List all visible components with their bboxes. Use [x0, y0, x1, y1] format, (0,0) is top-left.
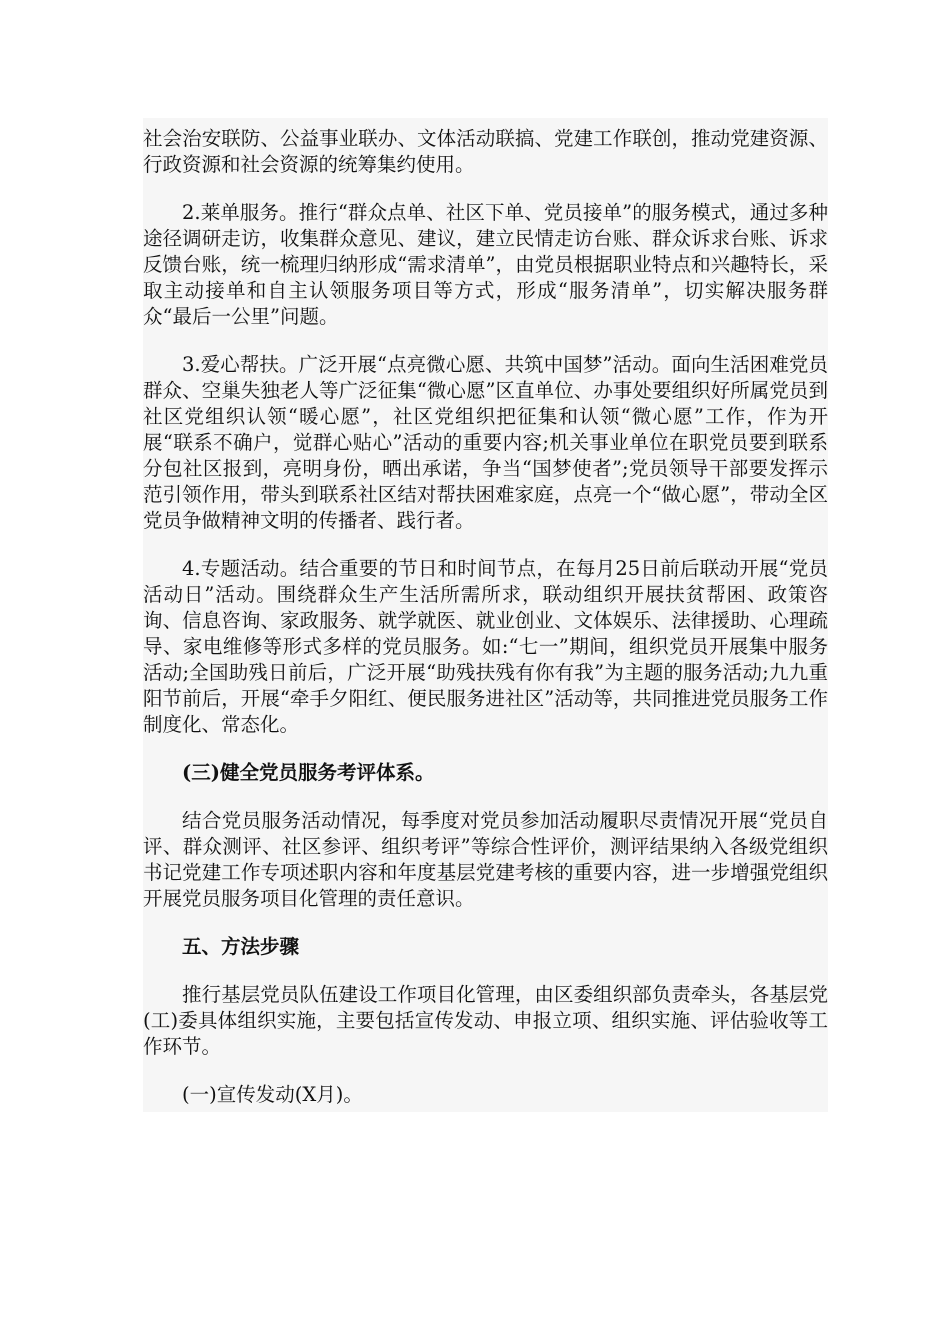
- section-heading-evaluation-system: (三)健全党员服务考评体系。: [182, 761, 435, 784]
- paragraph-caring-assistance: 3.爱心帮扶。广泛开展“点亮微心愿、共筑中国梦”活动。面向生活困难党员群众、空巢失独老人等广泛征集“微心愿”区直单位、办事处要组织好所属党员到社区党组织认领“暖心愿”，社区党组织把征集和认领“微心愿”工作，作为开展“联系不确户，觉群心贴心”活动的重要内容;机关事业单位在职党员要到联系分包社区报到，亮明身份，晒出承诺，争当“国梦使者”;党员领导干部要发挥示范引领作用，带头到联系社区结对帮扶困难家庭，点亮一个“做心愿”，带动全区党员争做精神文明的传播者、践行者。: [143, 353, 828, 532]
- section-heading-methods-steps: 五、方法步骤: [182, 935, 300, 958]
- paragraph-resource-integration: 社会治安联防、公益事业联办、文体活动联搞、党建工作联创，推动党建资源、行政资源和社会资源的统筹集约使用。: [143, 127, 828, 176]
- paragraph-menu-service: 2.莱单服务。推行“群众点单、社区下单、党员接单”的服务模式，通过多种途径调研走访，收集群众意见、建议，建立民情走访台账、群众诉求台账、诉求反馈台账，统一梳理归纳形成“需求清单”，由党员根据职业特点和兴趣特长，采取主动接单和自主认领服务项目等方式，形成“服务清单”，切实解决服务群众“最后一公里”问题。: [143, 201, 828, 328]
- paragraph-themed-activities: 4.专题活动。结合重要的节日和时间节点，在每月25日前后联动开展“党员活动日”活动。围绕群众生产生活所需所求，联动组织开展扶贫帮困、政策咨询、信息咨询、家政服务、就学就医、就业创业、文体娱乐、法律援助、心理疏导、家电维修等形式多样的党员服务。如:“七一”期间，组织党员开展集中服务活动;全国助残日前后，广泛开展“助残扶残有你有我”为主题的服务活动;九九重阳节前后，开展“牵手夕阳红、便民服务进社区”活动等，共同推进党员服务工作制度化、常态化。: [143, 557, 828, 736]
- paragraph-project-management: 推行基层党员队伍建设工作项目化管理，由区委组织部负责牵头，各基层党(工)委具体组织实施，主要包括宣传发动、申报立项、组织实施、评估验收等工作环节。: [143, 983, 828, 1058]
- paragraph-evaluation: 结合党员服务活动情况，每季度对党员参加活动履职尽责情况开展“党员自评、群众测评、社区参评、组织考评”等综合性评价，测评结果纳入各级党组织书记党建工作专项述职内容和年度基层党建考核的重要内容，进一步增强党组织开展党员服务项目化管理的责任意识。: [143, 809, 828, 910]
- paragraph-publicity-mobilization: (一)宣传发动(X月)。: [182, 1083, 363, 1106]
- document-body: [143, 118, 828, 1112]
